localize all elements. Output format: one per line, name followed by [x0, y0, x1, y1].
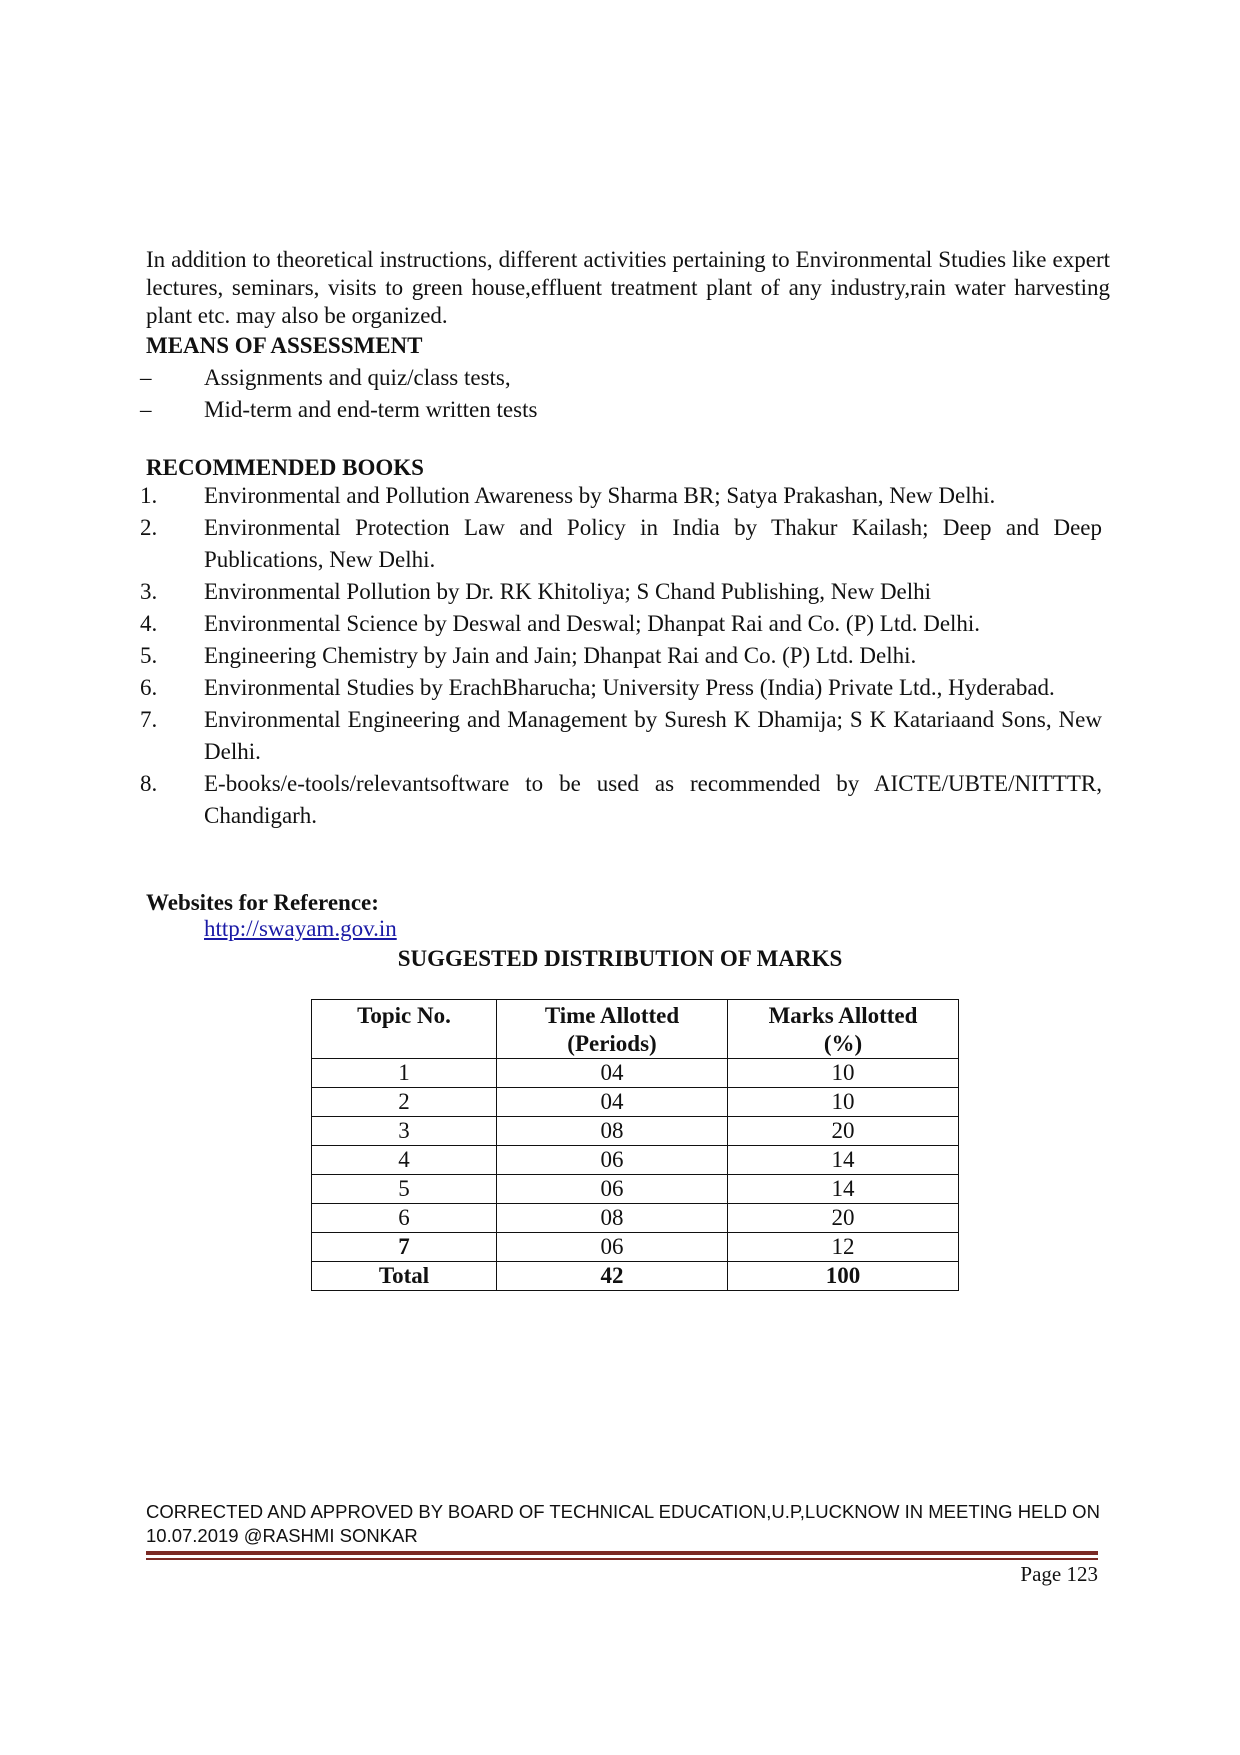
- books-list: [0, 480, 1240, 832]
- list-item-text: Assignments and quiz/class tests,: [204, 365, 511, 390]
- topic-cell: 3: [312, 1117, 497, 1146]
- total-label: Total: [312, 1262, 497, 1291]
- marks-cell: 14: [728, 1175, 959, 1204]
- table-row: [312, 1059, 959, 1088]
- topic-cell: 6: [312, 1204, 497, 1233]
- time-cell: 06: [497, 1146, 728, 1175]
- book-text: Environmental Engineering and Management by Suresh K Dhamija; S K Katariaand Sons, New Delhi.: [204, 707, 1102, 764]
- book-item: [0, 704, 1240, 768]
- header-marks-line1: Marks Allotted: [768, 1003, 918, 1028]
- marks-cell: 14: [728, 1146, 959, 1175]
- list-item: [0, 362, 1240, 394]
- footer-rule-thin: [146, 1558, 1098, 1560]
- header-time-line2: (Periods): [567, 1031, 657, 1056]
- topic-cell: 7: [312, 1233, 497, 1262]
- marks-cell: 12: [728, 1233, 959, 1262]
- book-number: 8.: [140, 771, 158, 796]
- time-cell: 08: [497, 1117, 728, 1146]
- dash-marker: –: [140, 365, 152, 390]
- header-marks: [728, 1000, 959, 1059]
- topic-cell: 5: [312, 1175, 497, 1204]
- table-row: [312, 1175, 959, 1204]
- dash-marker: –: [140, 397, 152, 422]
- book-item: [0, 640, 1240, 672]
- marks-cell: 20: [728, 1117, 959, 1146]
- table-row: [312, 1204, 959, 1233]
- book-number: 6.: [140, 675, 158, 700]
- page-number: Page 123: [1020, 1562, 1098, 1586]
- marks-cell: 10: [728, 1088, 959, 1117]
- total-marks: 100: [728, 1262, 959, 1291]
- marks-cell: 20: [728, 1204, 959, 1233]
- book-number: 5.: [140, 643, 158, 668]
- book-item: [0, 768, 1240, 832]
- assessment-heading: MEANS OF ASSESSMENT: [146, 333, 423, 358]
- book-text: Environmental Protection Law and Policy in India by Thakur Kailash; Deep and Deep Publications, New Delhi.: [204, 515, 1102, 572]
- footer-note: CORRECTED AND APPROVED BY BOARD OF TECHNICAL EDUCATION,U.P,LUCKNOW IN MEETING HELD ON 10.07.2019 @RASHMI SONKAR: [146, 1501, 1100, 1546]
- time-cell: 06: [497, 1175, 728, 1204]
- table-row: [312, 1088, 959, 1117]
- table-row: [312, 1146, 959, 1175]
- book-number: 1.: [140, 483, 158, 508]
- book-number: 3.: [140, 579, 158, 604]
- book-text: Environmental Studies by ErachBharucha; University Press (India) Private Ltd., Hyderabad.: [204, 675, 1055, 700]
- total-row: [312, 1262, 959, 1291]
- book-number: 2.: [140, 515, 158, 540]
- header-time: [497, 1000, 728, 1059]
- table-row: [312, 1233, 959, 1262]
- book-text: Environmental Science by Deswal and Deswal; Dhanpat Rai and Co. (P) Ltd. Delhi.: [204, 611, 981, 636]
- swayam-link[interactable]: http://swayam.gov.in: [204, 916, 397, 941]
- header-time-line1: Time Allotted: [544, 1003, 680, 1028]
- book-number: 4.: [140, 611, 158, 636]
- list-item: [0, 394, 1240, 426]
- time-cell: 04: [497, 1059, 728, 1088]
- book-item: [0, 480, 1240, 512]
- header-topic: [312, 1000, 497, 1059]
- time-cell: 06: [497, 1233, 728, 1262]
- table-row: [312, 1117, 959, 1146]
- book-item: [0, 576, 1240, 608]
- topic-cell: 4: [312, 1146, 497, 1175]
- marks-table: [311, 999, 959, 1291]
- book-number: 7.: [140, 707, 158, 732]
- websites-heading: Websites for Reference:: [146, 890, 379, 915]
- time-cell: 04: [497, 1088, 728, 1117]
- header-marks-line2: (%): [823, 1031, 863, 1056]
- marks-cell: 10: [728, 1059, 959, 1088]
- marks-table-title: SUGGESTED DISTRIBUTION OF MARKS: [397, 946, 843, 971]
- books-heading: RECOMMENDED BOOKS: [146, 455, 424, 480]
- book-item: [0, 672, 1240, 704]
- topic-cell: 1: [312, 1059, 497, 1088]
- time-cell: 08: [497, 1204, 728, 1233]
- table-header-row: [312, 1000, 959, 1059]
- total-time: 42: [497, 1262, 728, 1291]
- book-text: Engineering Chemistry by Jain and Jain; Dhanpat Rai and Co. (P) Ltd. Delhi.: [204, 643, 917, 668]
- book-item: [0, 512, 1240, 576]
- list-item-text: Mid-term and end-term written tests: [204, 397, 538, 422]
- footer-rule-thick: [146, 1551, 1098, 1555]
- book-item: [0, 608, 1240, 640]
- assessment-list: [0, 362, 1240, 426]
- book-text: E-books/e-tools/relevantsoftware to be used as recommended by AICTE/UBTE/NITTTR, Chandigarh.: [204, 771, 1102, 828]
- intro-paragraph: In addition to theoretical instructions, different activities pertaining to Environmental Studies like expert lectures, seminars, visits to green house,effluent treatment plant of any industry,rain water harvesting plant etc. may also be organized.: [146, 247, 1110, 328]
- topic-cell: 2: [312, 1088, 497, 1117]
- header-topic-line1: Topic No.: [357, 1003, 451, 1028]
- book-text: Environmental Pollution by Dr. RK Khitoliya; S Chand Publishing, New Delhi: [204, 579, 932, 604]
- book-text: Environmental and Pollution Awareness by Sharma BR; Satya Prakashan, New Delhi.: [204, 483, 996, 508]
